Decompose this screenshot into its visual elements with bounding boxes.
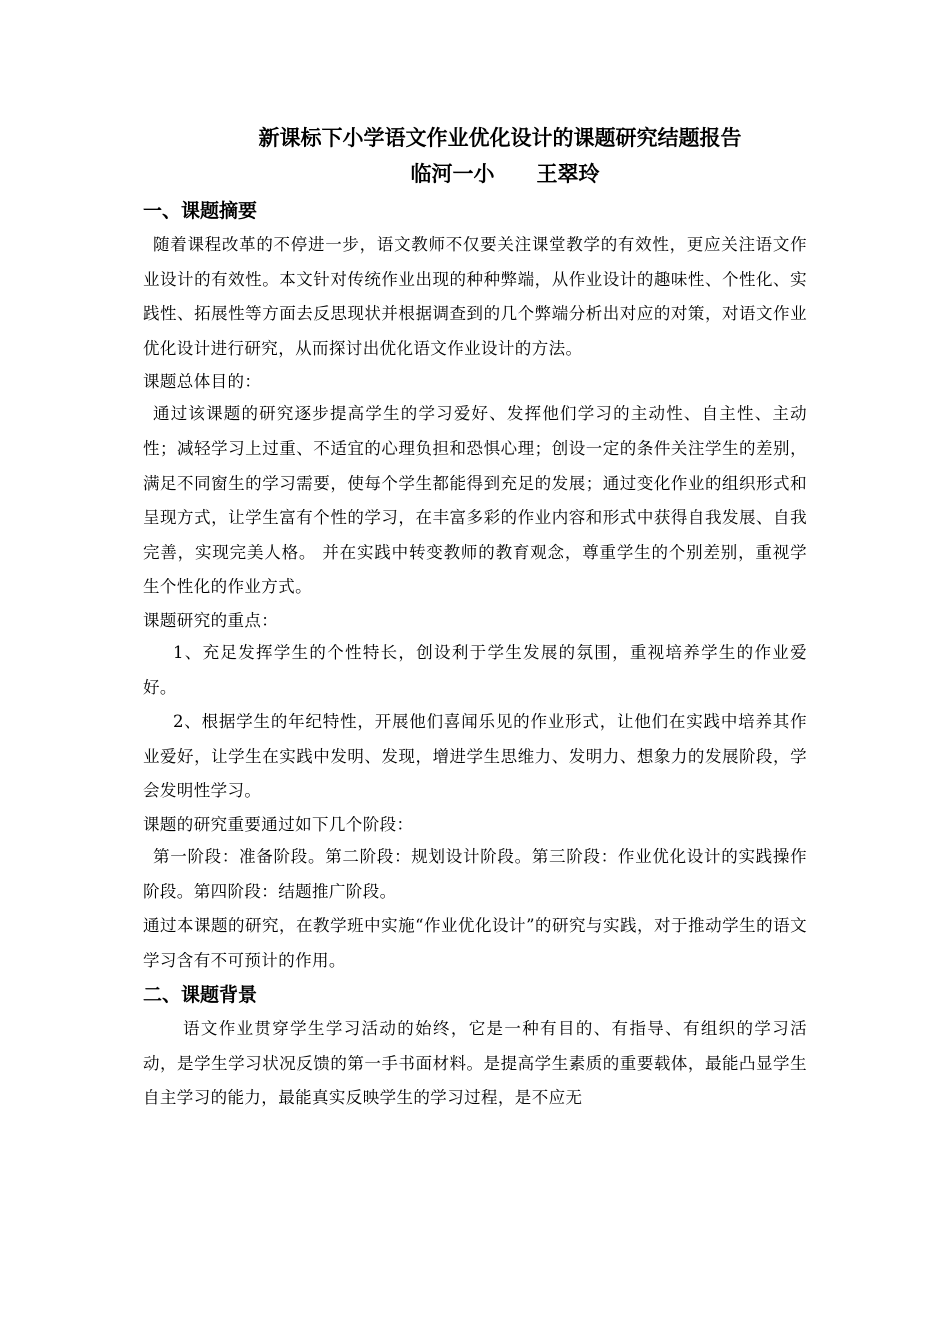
background-paragraph: 语文作业贯穿学生学习活动的始终，它是一种有目的、有指导、有组织的学习活动，是学生学习状况反馈的第一手书面材料。是提高学生素质的重要载体，最能凸显学生自主学习的能力，最能真实反映学生的学习过程，是不应无 (143, 1019, 807, 1108)
section-heading-background: 二、课题背景 (143, 984, 258, 1007)
goal-label: 课题总体目的： (143, 372, 262, 392)
author-line: 临河一小 王翠玲 (410, 162, 600, 186)
focus-item-1: 1、充足发挥学生的个性特长，创设利于学生发展的氛围，重视培养学生的作业爱好。 (143, 642, 807, 697)
section-heading-abstract: 一、课题摘要 (143, 200, 258, 222)
focus-item-2: 2、根据学生的年纪特性，开展他们喜闻乐见的作业形式，让他们在实践中培养其作业爱好，让学生在实践中发明、发现，增进学生思维力、发明力、想象力的发展阶段，学会发明性学习。 (143, 712, 807, 801)
document-title: 新课标下小学语文作业优化设计的课题研究结题报告 (258, 126, 742, 150)
conclusion-paragraph: 通过本课题的研究，在教学班中实施“作业优化设计”的研究与实践，对于推动学生的语文学习含有不可预计的作用。 (143, 916, 807, 970)
document-page (143, 118, 807, 1116)
stages-paragraph: 第一阶段：准备阶段。第二阶段：规划设计阶段。第三阶段：作业优化设计的实践操作阶段。第四阶段：结题推广阶段。 (143, 846, 807, 901)
stages-label: 课题的研究重要通过如下几个阶段： (143, 814, 414, 834)
focus-label: 课题研究的重点： (143, 610, 279, 630)
abstract-paragraph: 随着课程改革的不停进一步，语文教师不仅要关注课堂教学的有效性，更应关注语文作业设计的有效性。本文针对传统作业出现的种种弊端，从作业设计的趣味性、个性化、实践性、拓展性等方面去反思现状并根据调查到的几个弊端分析出对应的对策，对语文作业优化设计进行研究，从而探讨出优化语文作业设计的方法。 (143, 235, 807, 358)
goal-paragraph: 通过该课题的研究逐步提高学生的学习爱好、发挥他们学习的主动性、自主性、主动性；减轻学习上过重、不适宜的心理负担和恐惧心理；创设一定的条件关注学生的差别，满足不同窗生的学习需要，使每个学生都能得到充足的发展；通过变化作业的组织形式和呈现方式，让学生富有个性的学习，在丰富多彩的作业内容和形式中获得自我发展、自我完善，实现完美人格。 并在实践中转变教师的教育观念，尊重学生的个别差别，重视学生个性化的作业方式。 (143, 404, 807, 597)
